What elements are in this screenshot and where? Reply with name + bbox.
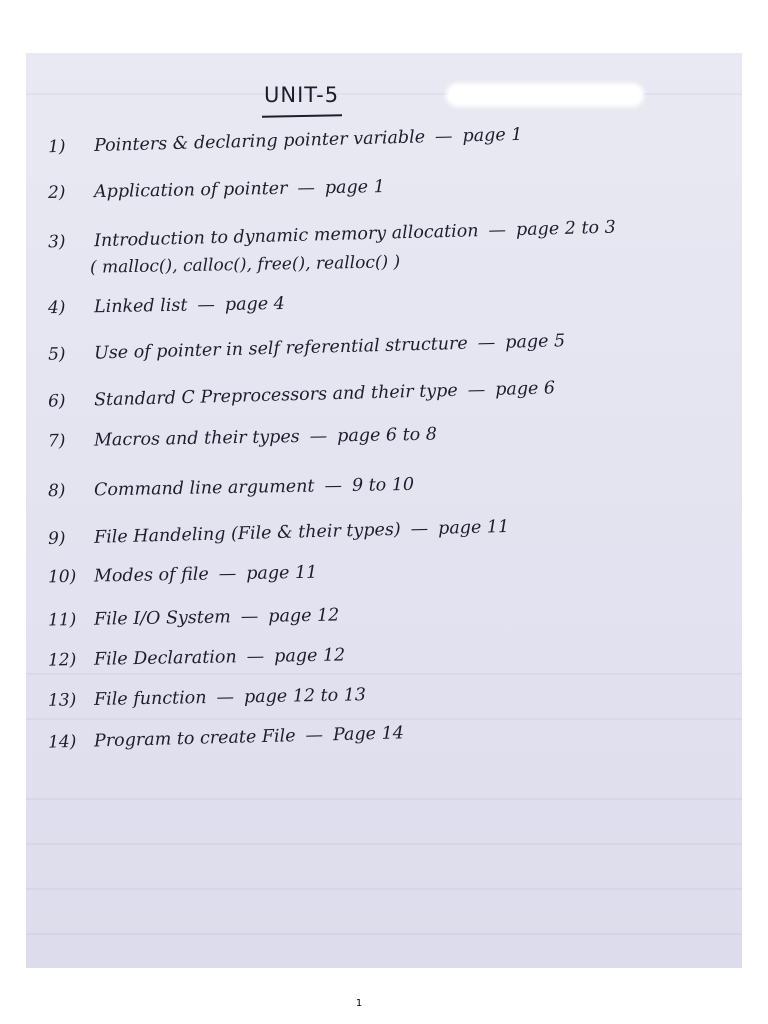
topic-number: 12): [47, 650, 77, 671]
topic-page-ref: page 11: [437, 516, 510, 539]
bleed-through-line: [26, 888, 742, 890]
bleed-through-line: [26, 798, 742, 800]
topic-text: Standard C Preprocessors and their type: [93, 380, 458, 411]
topic-item: 1) Pointers & declaring pointer variable — page 1: [47, 124, 523, 158]
topic-page-ref: page 6: [494, 378, 556, 400]
topic-page-ref: page 5: [504, 331, 566, 353]
bleed-through-line: [26, 673, 742, 675]
page-number: 1: [355, 998, 363, 1009]
topic-item: 14) Program to create File — Page 14: [47, 723, 405, 753]
topic-item: 9) File Handeling (File & their types) — page 11: [47, 516, 510, 550]
topic-page-ref: page 1: [462, 124, 523, 147]
topic-subtext: ( malloc(), calloc(), free(), realloc() ): [89, 252, 401, 278]
topic-item: 3) Introduction to dynamic memory allocation — page 2 to 3: [47, 217, 617, 253]
topic-page-ref: page 12: [274, 645, 346, 667]
topic-text: Linked list: [93, 295, 188, 318]
bleed-through-line: [26, 933, 742, 935]
topic-text: Modes of file: [93, 564, 209, 587]
topic-text: File Declaration: [93, 647, 237, 670]
topic-number: 13): [47, 690, 77, 711]
topic-number: 8): [47, 480, 66, 502]
topic-item: 6) Standard C Preprocessors and their type — page 6: [47, 378, 556, 412]
topic-item: 7) Macros and their types — page 6 to 8: [47, 424, 438, 452]
notebook-page: [26, 53, 742, 968]
topic-number: 6): [47, 391, 66, 412]
topic-page-ref: page 6 to 8: [337, 424, 438, 447]
redaction-mark: [446, 83, 644, 107]
topic-item: 4) Linked list — page 4: [47, 293, 285, 319]
topic-text: Macros and their types: [93, 427, 300, 451]
topic-number: 2): [47, 182, 66, 203]
topic-page-ref: page 12 to 13: [243, 685, 367, 708]
topic-item: 11) File I/O System — page 12: [47, 605, 340, 631]
topic-item: 13) File function — page 12 to 13: [47, 685, 367, 711]
topic-text: File I/O System: [93, 607, 231, 630]
topic-text: File function: [93, 688, 207, 710]
topic-page-ref: 9 to 10: [351, 474, 415, 496]
topic-text: Use of pointer in self referential structure: [93, 333, 469, 364]
page-title: UNIT-5: [264, 83, 340, 107]
topic-text: Introduction to dynamic memory allocation: [93, 221, 479, 252]
topic-number: 11): [47, 610, 77, 631]
topic-page-ref: Page 14: [332, 723, 405, 746]
topic-text: Application of pointer: [93, 178, 288, 203]
topic-number: 9): [47, 528, 66, 550]
topic-number: 1): [47, 136, 66, 158]
topic-item: 8) Command line argument — 9 to 10: [47, 474, 415, 502]
topic-item: 10) Modes of file — page 11: [47, 562, 318, 588]
topic-number: 5): [47, 344, 66, 365]
topic-page-ref: page 1: [324, 177, 385, 199]
topic-text: Pointers & declaring pointer variable: [93, 127, 426, 157]
topic-item: 12) File Declaration — page 12: [47, 645, 346, 671]
topic-text: File Handeling (File & their types): [93, 519, 401, 548]
topic-page-ref: page 12: [268, 605, 340, 627]
topic-number: 10): [47, 566, 77, 588]
topic-number: 7): [47, 431, 66, 452]
topic-number: 3): [47, 231, 66, 253]
topic-page-ref: page 11: [246, 562, 318, 584]
topic-text: Command line argument: [93, 476, 315, 501]
bleed-through-line: [26, 718, 742, 720]
topic-item: 5) Use of pointer in self referential structure — page 5: [47, 331, 566, 365]
topic-page-ref: page 2 to 3: [515, 217, 617, 241]
topic-number: 4): [47, 297, 66, 319]
title-underline: [262, 114, 342, 117]
topic-text: Program to create File: [93, 726, 296, 752]
topic-page-ref: page 4: [224, 293, 285, 315]
bleed-through-line: [26, 843, 742, 845]
topic-number: 14): [47, 731, 77, 753]
topic-item: 2) Application of pointer — page 1: [47, 177, 385, 203]
